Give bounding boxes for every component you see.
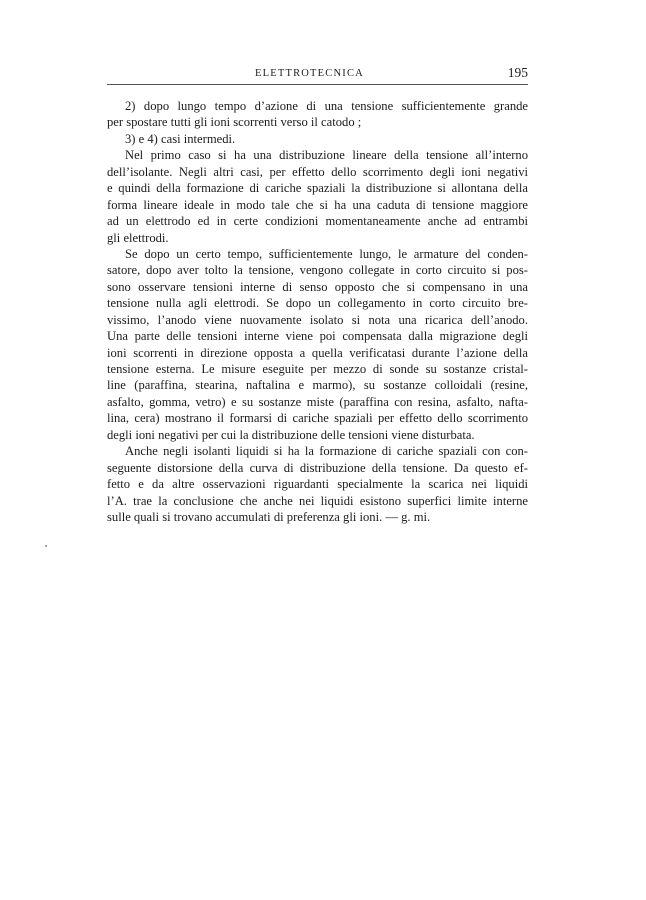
text-line: Se dopo un certo tempo, sufficientemente lungo, le armature del conden- xyxy=(125,246,528,261)
text-line: lina, cera) mostrano il formarsi di cariche spaziali per effetto dello scorrimento xyxy=(107,411,528,426)
text-line: dell’isolante. Negli altri casi, per effetto dello scorrimento degli ioni negativi xyxy=(107,164,528,179)
page-number: 195 xyxy=(507,65,528,80)
text-line: Anche negli isolanti liquidi si ha la formazione di cariche spaziali con con- xyxy=(125,444,528,459)
text-line: gli elettrodi. xyxy=(107,230,169,245)
text-line: l’A. trae la conclusione che anche nei liquidi esistono superfici limite interne xyxy=(107,493,528,508)
text-line: 2) dopo lungo tempo d’azione di una tensione sufficientemente grande xyxy=(125,99,528,113)
text-line: Una parte delle tensioni interne viene poi compensata dalla migrazione degli xyxy=(107,329,528,344)
text-line: asfalto, gomma, vetro) e su sostanze miste (paraffina con resina, asfalto, nafta- xyxy=(107,394,528,409)
running-header xyxy=(107,64,528,85)
text-line: sono osservare tensioni interne di senso opposto che si compensano in una xyxy=(107,279,528,294)
text-line: tensione esterna. Le misure eseguite per mezzo di sonde su sostanze cristal- xyxy=(107,362,528,376)
text-line: degli ioni negativi per cui la distribuzione delle tensioni viene disturbata. xyxy=(107,427,475,442)
text-line: sulle quali si trovano accumulati di preferenza gli ioni. — g. mi. xyxy=(107,509,431,524)
text-line: vissimo, l’anodo viene nuovamente isolato si nota una ricarica dell’anodo. xyxy=(107,312,528,327)
body-text xyxy=(107,98,528,525)
text-line: e quindi della formazione di cariche spaziali la distribuzione si allontana della xyxy=(107,181,528,196)
text-line: per spostare tutti gli ioni scorrenti verso il catodo ; xyxy=(107,115,362,130)
text-line: tensione nulla agli elettrodi. Se dopo un collegamento in corto circuito bre- xyxy=(107,296,528,311)
text-line: forma lineare ideale in modo tale che si ha una caduta di tensione maggiore xyxy=(107,197,528,212)
text-line: line (paraffina, stearina, naftalina e marmo), su sostanze colloidali (resine, xyxy=(107,378,528,393)
text-line: Nel primo caso si ha una distribuzione lineare della tensione all’interno xyxy=(125,148,528,163)
text-line: ad un elettrodo ed in certe condizioni momentaneamente anche ad entrambi xyxy=(107,214,528,229)
text-line: fetto e da altre osservazioni riguardanti specialmente la scarica nei liquidi xyxy=(107,477,528,492)
text-line: ioni scorrenti in direzione opposta a quella verificatasi durante l’azione della xyxy=(107,345,528,360)
scan-speck xyxy=(45,545,47,547)
text-line: satore, dopo aver tolto la tensione, vengono collegate in corto circuito si pos- xyxy=(107,263,528,278)
text-line: 3) e 4) casi intermedi. xyxy=(125,131,236,146)
text-line: seguente distorsione della curva di distribuzione della tensione. Da questo ef- xyxy=(107,460,528,475)
running-title: ELETTROTECNICA xyxy=(255,68,364,79)
